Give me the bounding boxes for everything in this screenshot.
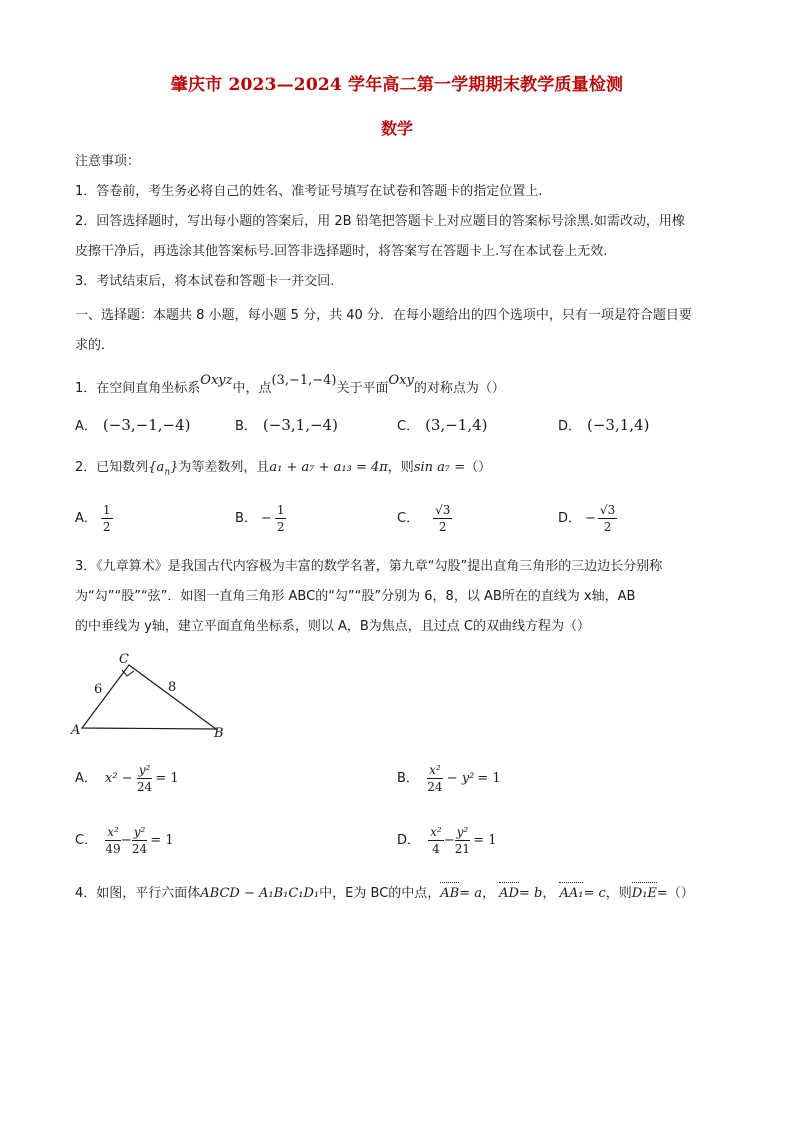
option-fraction bbox=[101, 502, 113, 535]
question-3-line-1: 3．《九章算术》是我国古代内容极为丰富的数学名著，第九章“勾股”提出直角三角形的三边边长分别称 bbox=[75, 559, 663, 574]
option-label: D． bbox=[558, 419, 582, 434]
question-4: 4．如图，平行六面体ABCD − A₁B₁C₁D₁中，E为 BC的中点，AB= a， AD= b， AA₁= c，则D₁E=（） bbox=[75, 886, 694, 901]
option-label: D． bbox=[558, 511, 582, 526]
q4-vector-aa1: AA₁ bbox=[559, 886, 584, 901]
notice-item-2-cont: 皮擦干净后，再选涂其他答案标号.回答非选择题时，将答案写在答题卡上.写在本试卷上无效. bbox=[75, 244, 608, 259]
q1-text-3: 关于平面 bbox=[336, 381, 389, 396]
equation-rhs: = 1 bbox=[155, 771, 179, 786]
q4-vector-ad-value: = b bbox=[518, 886, 543, 901]
q4-vector-aa1-value: = c bbox=[583, 886, 606, 901]
q3-option-a[interactable]: A． x² − $\frac{\text{y²}}{24}$ = 1 bbox=[75, 763, 179, 794]
q2-text-4: （） bbox=[465, 460, 492, 475]
fraction-denominator: 49 bbox=[105, 842, 121, 856]
equation-rhs: = 1 bbox=[473, 833, 497, 848]
q4-equals: = bbox=[656, 886, 668, 901]
q1-option-c[interactable] bbox=[397, 416, 488, 436]
q3-option-d[interactable]: D． $\frac{\text{x²}}{4}$ − $\frac{\text{y²}}{21}$ = 1 bbox=[397, 825, 497, 856]
term-1: x² bbox=[105, 771, 118, 786]
option-label: D． bbox=[397, 833, 421, 848]
fraction-numerator: 1 bbox=[102, 503, 111, 517]
q1-text-2: 中，点 bbox=[232, 381, 272, 396]
option-label: A． bbox=[75, 419, 97, 434]
q4-vector-ad: AD bbox=[499, 886, 519, 901]
q2-option-c[interactable] bbox=[397, 502, 452, 535]
q1-point: (3,−1,−4) bbox=[271, 373, 337, 388]
fraction-denominator: 24 bbox=[136, 780, 153, 794]
q1-option-b[interactable] bbox=[235, 416, 338, 436]
fraction-numerator: y² bbox=[456, 825, 469, 839]
option-value: (−3,1,−4) bbox=[262, 416, 338, 434]
question-1 bbox=[75, 373, 725, 398]
option-fraction bbox=[275, 502, 287, 535]
q4-solid: ABCD − A₁B₁C₁D₁ bbox=[200, 886, 320, 901]
section-heading-cont: 求的． bbox=[75, 338, 115, 353]
q2-sin-expr: sin a₇ = bbox=[413, 460, 466, 475]
fraction-numerator: x² bbox=[430, 825, 442, 839]
q3-option-b[interactable]: B． $\frac{\text{x²}}{24}$ − y² = 1 bbox=[397, 763, 501, 794]
vertex-label-a: A bbox=[71, 723, 81, 738]
option-fraction bbox=[598, 502, 617, 535]
option-fraction bbox=[428, 824, 444, 857]
vertex-label-c: C bbox=[119, 652, 129, 667]
option-fraction bbox=[433, 502, 452, 535]
q2-option-b[interactable] bbox=[235, 502, 286, 535]
q2-seq-open: {a bbox=[148, 460, 165, 475]
notice-item-2: 2．回答选择题时，写出每小题的答案后，用 2B 铅笔把答题卡上对应题目的答案标号涂黑.如需改动，用橡 bbox=[75, 214, 685, 229]
section-heading: 一、选择题：本题共 8 小题，每小题 5 分，共 40 分．在每小题给出的四个选项中，只有一项是符合题目要 bbox=[75, 308, 692, 323]
q2-seq-close: } bbox=[170, 460, 179, 475]
option-label: A． bbox=[75, 511, 97, 526]
fraction-denominator: 24 bbox=[131, 842, 148, 856]
option-fraction bbox=[427, 762, 443, 795]
q4-vector-ab: AB bbox=[440, 886, 460, 901]
equation-rhs: = 1 bbox=[150, 833, 174, 848]
option-label: C． bbox=[397, 419, 420, 434]
q2-option-a[interactable] bbox=[75, 502, 113, 535]
option-label: A． bbox=[75, 771, 97, 786]
q2-option-d[interactable] bbox=[558, 502, 617, 535]
notice-item-1: 1．答卷前，考生务必将自己的姓名、准考证号填写在试卷和答题卡的指定位置上. bbox=[75, 184, 543, 199]
q2-text-2: 为等差数列，且 bbox=[178, 460, 270, 475]
q2-text-3: ，则 bbox=[387, 460, 414, 475]
triangle-figure bbox=[60, 646, 240, 746]
fraction-numerator: y² bbox=[138, 763, 151, 777]
q4-text-2: 中，E为 BC的中点， bbox=[319, 886, 441, 901]
option-value: (−3,1,4) bbox=[587, 416, 650, 434]
right-angle-mark bbox=[122, 670, 134, 676]
subject-title: 数学 bbox=[380, 119, 413, 138]
option-label: B． bbox=[397, 771, 419, 786]
q1-option-d[interactable] bbox=[558, 416, 649, 436]
fraction-denominator: 2 bbox=[603, 520, 612, 534]
q2-seq-sub: n bbox=[164, 467, 171, 478]
option-value: (−3,−1,−4) bbox=[102, 416, 191, 434]
q4-vector-ab-value: = a bbox=[459, 886, 483, 901]
vertex-label-b: B bbox=[214, 726, 224, 741]
fraction-numerator: y² bbox=[133, 825, 146, 839]
fraction-numerator: √3 bbox=[435, 503, 451, 517]
triangle-abc bbox=[82, 665, 216, 729]
fraction-denominator: 2 bbox=[438, 520, 447, 534]
side-label-cb: 8 bbox=[168, 680, 177, 695]
option-label: C． bbox=[397, 511, 420, 526]
option-value: (3,−1,4) bbox=[425, 416, 488, 434]
option-fraction bbox=[137, 762, 153, 795]
q2-text-1: 2．已知数列 bbox=[75, 460, 149, 475]
option-sign: − bbox=[260, 511, 272, 526]
q2-equation: a₁ + a₇ + a₁₃ = 4π bbox=[269, 460, 388, 475]
q3-option-c[interactable]: C． $\frac{\text{x²}}{49}$ − $\frac{\text{y²}}{24}$ = 1 bbox=[75, 825, 174, 856]
fraction-denominator: 2 bbox=[102, 520, 111, 534]
q4-vector-d1e: D₁E bbox=[631, 886, 657, 901]
notice-item-3: 3．考试结束后，将本试卷和答题卡一并交回. bbox=[75, 274, 335, 289]
question-3-line-2: 为“勾”“股”“弦”．如图一直角三角形 ABC的“勾”“股”分别为 6，8，以 AB所在的直线为 x轴，AB bbox=[75, 589, 636, 604]
q1-text-4: 的对称点为（） bbox=[413, 381, 505, 396]
option-fraction bbox=[132, 824, 148, 857]
fraction-numerator: √3 bbox=[599, 503, 616, 517]
q2-sequence bbox=[148, 460, 179, 478]
option-label: B． bbox=[235, 511, 257, 526]
fraction-denominator: 2 bbox=[276, 520, 285, 534]
fraction-numerator: x² bbox=[107, 825, 119, 839]
exam-title: 肇庆市 2023—2024 学年高二第一学期期末教学质量检测 bbox=[170, 75, 624, 95]
fraction-numerator: 1 bbox=[276, 503, 285, 517]
fraction-denominator: 21 bbox=[454, 842, 471, 856]
q1-option-a[interactable] bbox=[75, 416, 190, 436]
q4-text-4: （） bbox=[667, 886, 694, 901]
option-label: C． bbox=[75, 833, 98, 848]
q1-text-1: 1．在空间直角坐标系 bbox=[75, 381, 201, 396]
term-2: y² bbox=[461, 771, 475, 786]
fraction-denominator: 24 bbox=[427, 780, 443, 794]
q4-text-3: ，则 bbox=[605, 886, 632, 901]
q4-text-1: 4．如图，平行六面体 bbox=[75, 886, 201, 901]
fraction-numerator: x² bbox=[429, 763, 441, 777]
option-sign: − bbox=[585, 511, 596, 526]
question-3-line-3: 的中垂线为 y轴，建立平面直角坐标系，则以 A，B为焦点，且过点 C的双曲线方程为（） bbox=[75, 619, 590, 634]
q1-coord-system: Oxyz bbox=[200, 373, 233, 388]
option-fraction bbox=[105, 824, 121, 857]
q1-plane: Oxy bbox=[388, 373, 414, 388]
option-fraction bbox=[455, 824, 471, 857]
option-label: B． bbox=[235, 419, 257, 434]
question-2 bbox=[75, 459, 725, 482]
side-label-ac: 6 bbox=[94, 682, 103, 697]
fraction-denominator: 4 bbox=[432, 842, 440, 856]
equation-rhs: = 1 bbox=[477, 771, 501, 786]
notice-heading: 注意事项： bbox=[75, 154, 141, 169]
